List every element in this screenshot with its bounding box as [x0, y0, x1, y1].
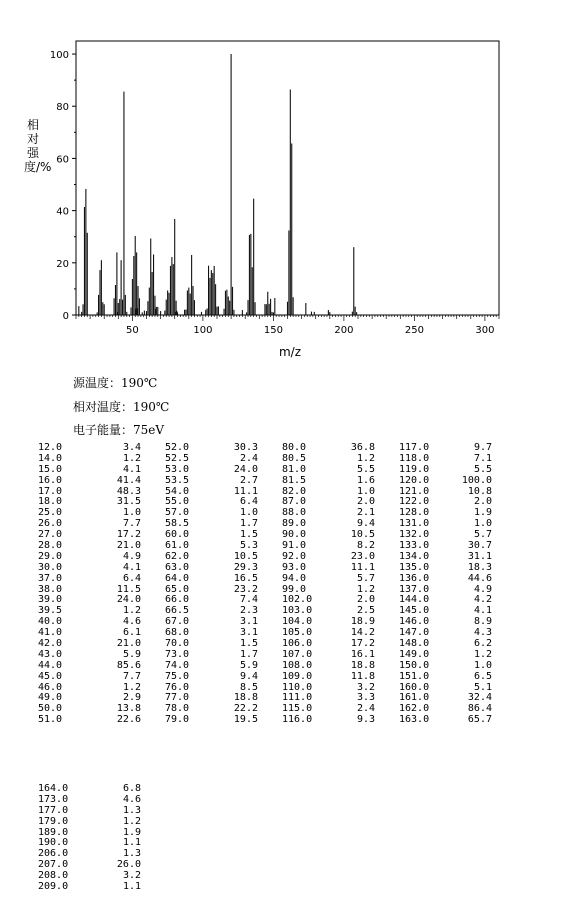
intensity-cell: 2.0: [356, 496, 375, 508]
mz-cell: 81.0: [282, 463, 307, 475]
mz-cell: 110.0: [282, 681, 313, 693]
mz-cell: 62.0: [165, 550, 190, 562]
y-tick-label: 20: [56, 258, 69, 270]
mz-cell: 103.0: [282, 605, 313, 617]
mz-cell: 206.0: [38, 848, 69, 860]
intensity-cell: 2.1: [356, 507, 375, 519]
intensity-cell: 6.5: [473, 670, 492, 682]
mz-cell: 107.0: [282, 648, 313, 660]
intensity-cell: 9.7: [473, 442, 492, 453]
intensity-cell: 1.5: [239, 529, 258, 541]
mz-cell: 43.0: [38, 648, 63, 660]
intensity-cell: 100.0: [461, 474, 492, 486]
intensity-cell: 1.3: [122, 848, 141, 860]
peak-table: [38, 443, 492, 726]
x-tick-label: 200: [334, 325, 354, 336]
intensity-cell: 1.2: [122, 681, 141, 693]
table-row: [38, 882, 141, 893]
mz-cell: 49.0: [38, 692, 63, 704]
intensity-cell: 1.6: [356, 474, 375, 486]
intensity-cell: 5.9: [122, 648, 141, 660]
mz-cell: 14.0: [38, 452, 63, 464]
intensity-cell: 14.2: [350, 627, 375, 639]
intensity-cell: 3.2: [356, 681, 375, 693]
intensity-cell: 1.2: [122, 815, 141, 827]
mz-cell: 151.0: [399, 670, 430, 682]
intensity-cell: 5.7: [473, 529, 492, 541]
intensity-cell: 7.4: [239, 594, 258, 606]
mz-cell: 53.5: [165, 474, 190, 486]
intensity-cell: 1.2: [122, 452, 141, 464]
x-tick-label: 150: [263, 325, 283, 336]
y-tick-label: 0: [62, 311, 69, 322]
mz-cell: 73.0: [165, 648, 190, 660]
intensity-cell: 31.1: [467, 550, 492, 562]
mz-cell: 76.0: [165, 681, 190, 693]
info-source-temp: [73, 374, 157, 391]
info-key: 电子能量：: [73, 423, 134, 437]
y-tick-label: 80: [56, 102, 69, 114]
info-value: 75eV: [133, 423, 165, 437]
info-value: 190℃: [121, 376, 158, 390]
mz-cell: 147.0: [399, 627, 430, 639]
intensity-cell: 1.3: [122, 804, 141, 816]
intensity-cell: 1.7: [239, 648, 258, 660]
intensity-cell: 16.5: [233, 572, 258, 584]
mz-cell: 108.0: [282, 659, 313, 671]
mz-cell: 40.0: [38, 616, 63, 628]
intensity-cell: 2.3: [239, 605, 258, 617]
intensity-cell: 13.8: [116, 703, 141, 715]
y-tick-label: 40: [56, 206, 69, 218]
mz-cell: 50.0: [38, 703, 63, 715]
info-key: 源温度：: [73, 376, 122, 390]
intensity-cell: 24.0: [233, 463, 258, 475]
intensity-cell: 9.4: [239, 670, 258, 682]
mz-cell: 134.0: [399, 550, 430, 562]
peak-bars: [79, 54, 357, 315]
mz-cell: 94.0: [282, 572, 307, 584]
mz-cell: 25.0: [38, 507, 63, 519]
mz-cell: 208.0: [38, 870, 69, 882]
mz-cell: 146.0: [399, 616, 430, 628]
intensity-cell: 86.4: [467, 703, 492, 715]
mz-cell: 79.0: [165, 714, 190, 726]
intensity-cell: 10.5: [233, 550, 258, 562]
x-tick-label: 50: [126, 325, 139, 336]
mz-cell: 26.0: [38, 518, 63, 530]
plot-frame: [76, 41, 499, 315]
mz-cell: 99.0: [282, 583, 307, 595]
mz-cell: 52.5: [165, 452, 190, 464]
intensity-cell: 18.9: [350, 616, 375, 628]
intensity-cell: 26.0: [116, 859, 141, 871]
intensity-cell: 2.9: [122, 692, 141, 704]
intensity-cell: 23.0: [350, 550, 375, 562]
mz-cell: 93.0: [282, 561, 307, 573]
intensity-cell: 1.0: [473, 518, 492, 530]
mz-cell: 27.0: [38, 529, 63, 541]
mz-cell: 45.0: [38, 670, 63, 682]
table-row: [38, 574, 492, 585]
intensity-cell: 24.0: [116, 594, 141, 606]
info-electron-energy: [73, 421, 164, 438]
mz-cell: 74.0: [165, 659, 190, 671]
peak-table-continuation: [38, 784, 141, 893]
mz-cell: 132.0: [399, 529, 430, 541]
mz-cell: 119.0: [399, 463, 430, 475]
intensity-cell: 4.9: [473, 583, 492, 595]
table-row: [38, 817, 141, 828]
mz-cell: 63.0: [165, 561, 190, 573]
mz-cell: 179.0: [38, 815, 69, 827]
mz-cell: 80.5: [282, 452, 307, 464]
intensity-cell: 1.0: [356, 485, 375, 497]
x-tick-label: 100: [193, 325, 213, 336]
intensity-cell: 21.0: [116, 540, 141, 552]
mz-cell: 42.0: [38, 638, 63, 650]
intensity-cell: 8.5: [239, 681, 258, 693]
intensity-cell: 16.1: [350, 648, 375, 660]
intensity-cell: 30.7: [467, 540, 492, 552]
mz-cell: 18.0: [38, 496, 63, 508]
x-tick-label: 250: [404, 325, 424, 336]
intensity-cell: 6.1: [122, 627, 141, 639]
intensity-cell: 1.2: [356, 583, 375, 595]
table-row: [38, 715, 492, 726]
intensity-cell: 1.1: [122, 881, 141, 893]
mz-cell: 121.0: [399, 485, 430, 497]
mz-cell: 67.0: [165, 616, 190, 628]
mz-cell: 92.0: [282, 550, 307, 562]
intensity-cell: 65.7: [467, 714, 492, 726]
intensity-cell: 11.1: [233, 485, 258, 497]
mz-cell: 163.0: [399, 714, 430, 726]
mz-cell: 70.0: [165, 638, 190, 650]
mz-cell: 38.0: [38, 583, 63, 595]
mz-cell: 115.0: [282, 703, 313, 715]
intensity-cell: 31.5: [116, 496, 141, 508]
intensity-cell: 1.0: [122, 507, 141, 519]
intensity-cell: 4.6: [122, 616, 141, 628]
mz-cell: 209.0: [38, 881, 69, 893]
mz-cell: 144.0: [399, 594, 430, 606]
intensity-cell: 8.9: [473, 616, 492, 628]
mz-cell: 207.0: [38, 859, 69, 871]
intensity-cell: 30.3: [233, 442, 258, 453]
mz-cell: 145.0: [399, 605, 430, 617]
intensity-cell: 5.5: [473, 463, 492, 475]
mz-cell: 150.0: [399, 659, 430, 671]
intensity-cell: 4.3: [473, 627, 492, 639]
mz-cell: 177.0: [38, 804, 69, 816]
intensity-cell: 44.6: [467, 572, 492, 584]
mz-cell: 135.0: [399, 561, 430, 573]
y-axis-label: 相对强度/%: [24, 118, 52, 174]
mz-cell: 46.0: [38, 681, 63, 693]
mz-cell: 89.0: [282, 518, 307, 530]
mz-cell: 109.0: [282, 670, 313, 682]
x-tick-label: 300: [475, 325, 495, 336]
intensity-cell: 4.1: [122, 463, 141, 475]
mz-cell: 51.0: [38, 714, 63, 726]
intensity-cell: 18.8: [233, 692, 258, 704]
mz-cell: 128.0: [399, 507, 430, 519]
mz-cell: 149.0: [399, 648, 430, 660]
mz-cell: 190.0: [38, 837, 69, 849]
mz-cell: 131.0: [399, 518, 430, 530]
intensity-cell: 2.4: [239, 452, 258, 464]
mz-cell: 91.0: [282, 540, 307, 552]
intensity-cell: 1.0: [239, 507, 258, 519]
intensity-cell: 1.0: [473, 659, 492, 671]
mz-cell: 17.0: [38, 485, 63, 497]
intensity-cell: 2.0: [356, 594, 375, 606]
mz-cell: 90.0: [282, 529, 307, 541]
mz-cell: 189.0: [38, 826, 69, 838]
info-key: 相对温度：: [73, 400, 134, 414]
mz-cell: 88.0: [282, 507, 307, 519]
mz-cell: 173.0: [38, 793, 69, 805]
intensity-cell: 6.2: [473, 638, 492, 650]
mz-cell: 120.0: [399, 474, 430, 486]
intensity-cell: 5.1: [473, 681, 492, 693]
mz-cell: 66.0: [165, 594, 190, 606]
x-axis-label: m/z: [278, 345, 302, 359]
intensity-cell: 2.4: [356, 703, 375, 715]
mz-cell: 61.0: [165, 540, 190, 552]
table-row: [38, 476, 492, 487]
intensity-cell: 6.4: [239, 496, 258, 508]
mz-cell: 87.0: [282, 496, 307, 508]
mz-cell: 82.0: [282, 485, 307, 497]
mz-cell: 44.0: [38, 659, 63, 671]
mz-cell: 39.5: [38, 605, 63, 617]
intensity-cell: 11.1: [350, 561, 375, 573]
mz-cell: 16.0: [38, 474, 63, 486]
mz-cell: 117.0: [399, 442, 430, 453]
info-value: 190℃: [133, 400, 170, 414]
mz-cell: 12.0: [38, 442, 63, 453]
mz-cell: 136.0: [399, 572, 430, 584]
mz-cell: 65.0: [165, 583, 190, 595]
mz-cell: 111.0: [282, 692, 313, 704]
intensity-cell: 48.3: [116, 485, 141, 497]
intensity-cell: 1.2: [473, 648, 492, 660]
intensity-cell: 22.6: [116, 714, 141, 726]
mz-cell: 77.0: [165, 692, 190, 704]
mz-cell: 58.5: [165, 518, 190, 530]
intensity-cell: 3.4: [122, 442, 141, 453]
intensity-cell: 6.8: [122, 783, 141, 794]
intensity-cell: 1.5: [239, 638, 258, 650]
intensity-cell: 1.9: [473, 507, 492, 519]
intensity-cell: 7.1: [473, 452, 492, 464]
intensity-cell: 23.2: [233, 583, 258, 595]
mz-cell: 116.0: [282, 714, 313, 726]
intensity-cell: 11.8: [350, 670, 375, 682]
intensity-cell: 36.8: [350, 442, 375, 453]
mz-cell: 122.0: [399, 496, 430, 508]
intensity-cell: 19.5: [233, 714, 258, 726]
intensity-cell: 17.2: [116, 529, 141, 541]
mz-cell: 54.0: [165, 485, 190, 497]
intensity-cell: 5.9: [239, 659, 258, 671]
intensity-cell: 21.0: [116, 638, 141, 650]
mz-cell: 37.0: [38, 572, 63, 584]
intensity-cell: 4.1: [473, 605, 492, 617]
mz-cell: 133.0: [399, 540, 430, 552]
intensity-cell: 17.2: [350, 638, 375, 650]
intensity-cell: 2.7: [239, 474, 258, 486]
intensity-cell: 22.2: [233, 703, 258, 715]
intensity-cell: 18.3: [467, 561, 492, 573]
intensity-cell: 32.4: [467, 692, 492, 704]
mz-cell: 60.0: [165, 529, 190, 541]
intensity-cell: 1.2: [122, 605, 141, 617]
intensity-cell: 8.2: [356, 540, 375, 552]
mz-cell: 64.0: [165, 572, 190, 584]
intensity-cell: 9.3: [356, 714, 375, 726]
intensity-cell: 2.0: [473, 496, 492, 508]
intensity-cell: 11.5: [116, 583, 141, 595]
mz-cell: 164.0: [38, 783, 69, 794]
intensity-cell: 4.1: [122, 561, 141, 573]
intensity-cell: 18.8: [350, 659, 375, 671]
mz-cell: 57.0: [165, 507, 190, 519]
mz-cell: 102.0: [282, 594, 313, 606]
intensity-cell: 3.3: [356, 692, 375, 704]
mz-cell: 81.5: [282, 474, 307, 486]
intensity-cell: 9.4: [356, 518, 375, 530]
intensity-cell: 29.3: [233, 561, 258, 573]
intensity-cell: 10.5: [350, 529, 375, 541]
mz-cell: 78.0: [165, 703, 190, 715]
y-tick-label: 60: [56, 154, 69, 166]
intensity-cell: 5.5: [356, 463, 375, 475]
mz-cell: 80.0: [282, 442, 307, 453]
mz-cell: 148.0: [399, 638, 430, 650]
intensity-cell: 7.7: [122, 518, 141, 530]
intensity-cell: 1.2: [356, 452, 375, 464]
intensity-cell: 1.1: [122, 837, 141, 849]
intensity-cell: 5.7: [356, 572, 375, 584]
mass-spectrum-chart: [0, 0, 570, 370]
intensity-cell: 41.4: [116, 474, 141, 486]
mz-cell: 15.0: [38, 463, 63, 475]
intensity-cell: 6.4: [122, 572, 141, 584]
intensity-cell: 10.8: [467, 485, 492, 497]
mz-cell: 39.0: [38, 594, 63, 606]
intensity-cell: 4.9: [122, 550, 141, 562]
info-relative-temp: [73, 398, 169, 415]
intensity-cell: 1.9: [122, 826, 141, 838]
mz-cell: 161.0: [399, 692, 430, 704]
mz-cell: 105.0: [282, 627, 313, 639]
mz-cell: 104.0: [282, 616, 313, 628]
table-row: [38, 672, 492, 683]
intensity-cell: 3.1: [239, 627, 258, 639]
intensity-cell: 4.6: [122, 793, 141, 805]
mz-cell: 137.0: [399, 583, 430, 595]
mz-cell: 53.0: [165, 463, 190, 475]
mz-cell: 160.0: [399, 681, 430, 693]
intensity-cell: 7.7: [122, 670, 141, 682]
mz-cell: 29.0: [38, 550, 63, 562]
intensity-cell: 4.2: [473, 594, 492, 606]
mz-cell: 162.0: [399, 703, 430, 715]
mz-cell: 118.0: [399, 452, 430, 464]
intensity-cell: 5.3: [239, 540, 258, 552]
mz-cell: 30.0: [38, 561, 63, 573]
mz-cell: 28.0: [38, 540, 63, 552]
mz-cell: 75.0: [165, 670, 190, 682]
intensity-cell: 3.1: [239, 616, 258, 628]
mz-cell: 66.5: [165, 605, 190, 617]
intensity-cell: 1.7: [239, 518, 258, 530]
y-tick-label: 100: [49, 50, 69, 62]
mz-cell: 55.0: [165, 496, 190, 508]
mz-cell: 52.0: [165, 442, 190, 453]
mz-cell: 41.0: [38, 627, 63, 639]
mz-cell: 68.0: [165, 627, 190, 639]
intensity-cell: 85.6: [116, 659, 141, 671]
intensity-cell: 2.5: [356, 605, 375, 617]
mz-cell: 106.0: [282, 638, 313, 650]
intensity-cell: 3.2: [122, 870, 141, 882]
